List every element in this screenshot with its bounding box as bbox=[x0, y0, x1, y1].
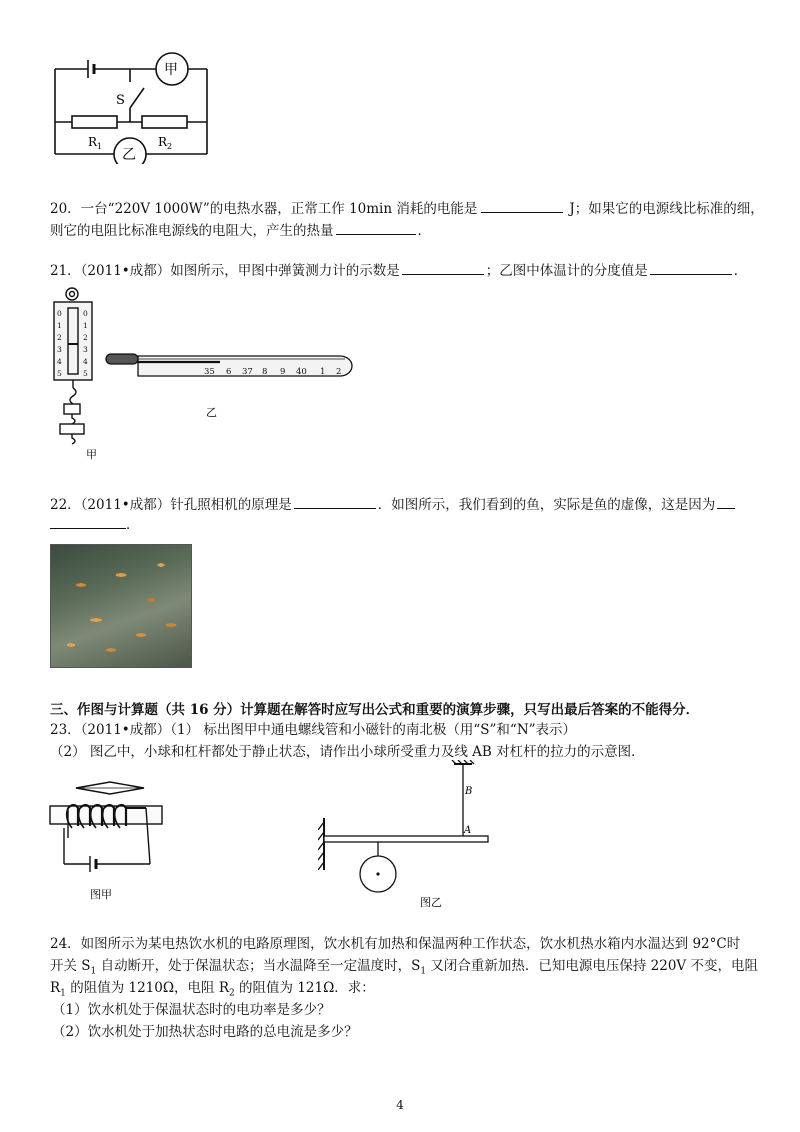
fig-jia-label: 图甲 bbox=[90, 888, 112, 901]
q24-text-b: 自动断开，处于保温状态；当水温降至一定温度时，S bbox=[96, 958, 421, 974]
q21-text-c: ． bbox=[733, 263, 748, 279]
lever-figure bbox=[318, 760, 498, 910]
q21-text-a: 21．（2011•成都）如图所示，甲图中弹簧测力计的示数是 bbox=[50, 263, 400, 279]
svg-text:R2 bbox=[158, 135, 172, 151]
scale-tick-left-2: 2 bbox=[57, 333, 62, 342]
thermo-tick-42: 2 bbox=[336, 367, 342, 377]
switch-s-label: S bbox=[116, 93, 125, 108]
thermo-tick-39: 9 bbox=[280, 367, 286, 377]
scale-tick-left-1: 1 bbox=[57, 321, 62, 330]
point-a-label: A bbox=[464, 825, 472, 836]
q24-sub-question-1: （1）饮水机处于保温状态时的电功率是多少？ bbox=[52, 1002, 331, 1018]
r1-label: R bbox=[88, 135, 98, 149]
q22-blank-2b[interactable] bbox=[50, 514, 126, 529]
fish-pond-photo bbox=[50, 544, 192, 668]
thermo-tick-41: 1 bbox=[320, 367, 326, 377]
scale-tick-right-1: 1 bbox=[83, 321, 88, 330]
q22-text-a: 22．（2011•成都）针孔照相机的原理是 bbox=[50, 497, 292, 513]
section-3-heading: 三、作图与计算题（共 16 分）计算题在解答时应写出公式和重要的演算步骤，只写出最后答案的不能得分． bbox=[50, 702, 700, 718]
page-number: 4 bbox=[396, 1098, 404, 1112]
scale-tick-left-5: 5 bbox=[57, 369, 62, 378]
q24-text-c: 又闭合重新加热．已知电源电压保持 220V 不变，电阻 bbox=[426, 958, 758, 974]
r1-sub: 1 bbox=[97, 142, 103, 151]
q21-blank-1[interactable] bbox=[402, 260, 484, 275]
q24-sub-s1a: 1 bbox=[90, 966, 97, 977]
scale-tick-right-0: 0 bbox=[83, 309, 88, 318]
thermo-tick-40: 40 bbox=[296, 367, 307, 377]
q22-text-b: ．如图所示，我们看到的鱼，实际是鱼的虚像，这是因为 bbox=[377, 497, 716, 513]
q20-text-d: ． bbox=[417, 223, 431, 239]
solenoid-figure bbox=[46, 778, 176, 908]
thermo-tick-37: 37 bbox=[242, 367, 253, 377]
r2-label: R bbox=[158, 135, 168, 149]
q20-text-a: 20．一台“220V 1000W”的电热水器，正常工作 10min 消耗的电能是 bbox=[50, 201, 478, 217]
thermo-tick-36: 6 bbox=[226, 367, 232, 377]
q22-text-c: ． bbox=[126, 517, 140, 533]
q21-blank-2[interactable] bbox=[650, 260, 732, 275]
q21-line bbox=[50, 260, 755, 281]
meter-yi-label: 乙 bbox=[122, 147, 136, 163]
scale-tick-right-2: 2 bbox=[83, 333, 88, 342]
q24-sub-s1b: 1 bbox=[420, 966, 427, 977]
q20-blank-2[interactable] bbox=[336, 220, 416, 235]
q24-sub-r2: 2 bbox=[229, 988, 235, 999]
scale-tick-left-3: 3 bbox=[57, 345, 62, 354]
scale-tick-right-3: 3 bbox=[83, 345, 88, 354]
q24-sub-r1: 1 bbox=[60, 988, 66, 999]
q24-text-a: 开关 S bbox=[50, 958, 91, 974]
q24-sub-question-2: （2）饮水机处于加热状态时电路的总电流是多少？ bbox=[52, 1024, 358, 1040]
scale-tick-left-0: 0 bbox=[57, 309, 62, 318]
scale-tick-right-4: 4 bbox=[83, 357, 88, 366]
q20-text-c: 则它的电阻比标准电源线的电阻大，产生的热量 bbox=[50, 223, 334, 239]
scale-tick-left-4: 4 bbox=[57, 357, 62, 366]
thermo-tick-35: 35 bbox=[204, 367, 215, 377]
point-b-label: B bbox=[465, 786, 473, 797]
q23-line-2: （2） 图乙中，小球和杠杆都处于静止状态，请作出小球所受重力及线 AB 对杠杆的拉力的示意图． bbox=[50, 744, 645, 760]
q24-text-d: R bbox=[50, 980, 61, 996]
spring-scale-figure bbox=[46, 284, 106, 464]
label-yi: 乙 bbox=[206, 406, 217, 418]
q24-text-f: 的阻值为 121Ω．求： bbox=[234, 980, 375, 996]
q24-text-e: 的阻值为 1210Ω，电阻 R bbox=[65, 980, 229, 996]
q21-text-b: ；乙图中体温计的分度值是 bbox=[485, 263, 648, 279]
fig-yi-label: 图乙 bbox=[420, 896, 442, 909]
r2-sub: 2 bbox=[167, 142, 173, 151]
q22-blank-1[interactable] bbox=[294, 494, 376, 509]
q20-line-2 bbox=[50, 220, 755, 241]
label-jia: 甲 bbox=[86, 448, 97, 461]
q22-blank-2a[interactable] bbox=[717, 494, 735, 509]
thermometer-figure bbox=[100, 348, 360, 418]
q22-line-2 bbox=[50, 514, 755, 535]
thermo-tick-38: 8 bbox=[262, 367, 268, 377]
q22-line-1 bbox=[50, 494, 755, 515]
meter-jia-label: 甲 bbox=[164, 62, 178, 78]
q23-line-1: 23．（2011•成都）（1） 标出图甲中通电螺线管和小磁针的南北极（用“S”和“N”表示） bbox=[50, 722, 577, 738]
q20-line-1 bbox=[50, 198, 764, 219]
scale-tick-right-5: 5 bbox=[83, 369, 88, 378]
q20-blank-1[interactable] bbox=[481, 198, 563, 213]
q19-circuit-figure bbox=[50, 52, 215, 164]
svg-text:R1 bbox=[88, 135, 102, 151]
q20-text-b: J；如果它的电源线比标准的细， bbox=[569, 201, 764, 217]
q24-line-1: 24．如图所示为某电热饮水机的电路原理图，饮水机有加热和保温两种工作状态，饮水机热水箱内水温达到 92°C时 bbox=[50, 936, 741, 952]
